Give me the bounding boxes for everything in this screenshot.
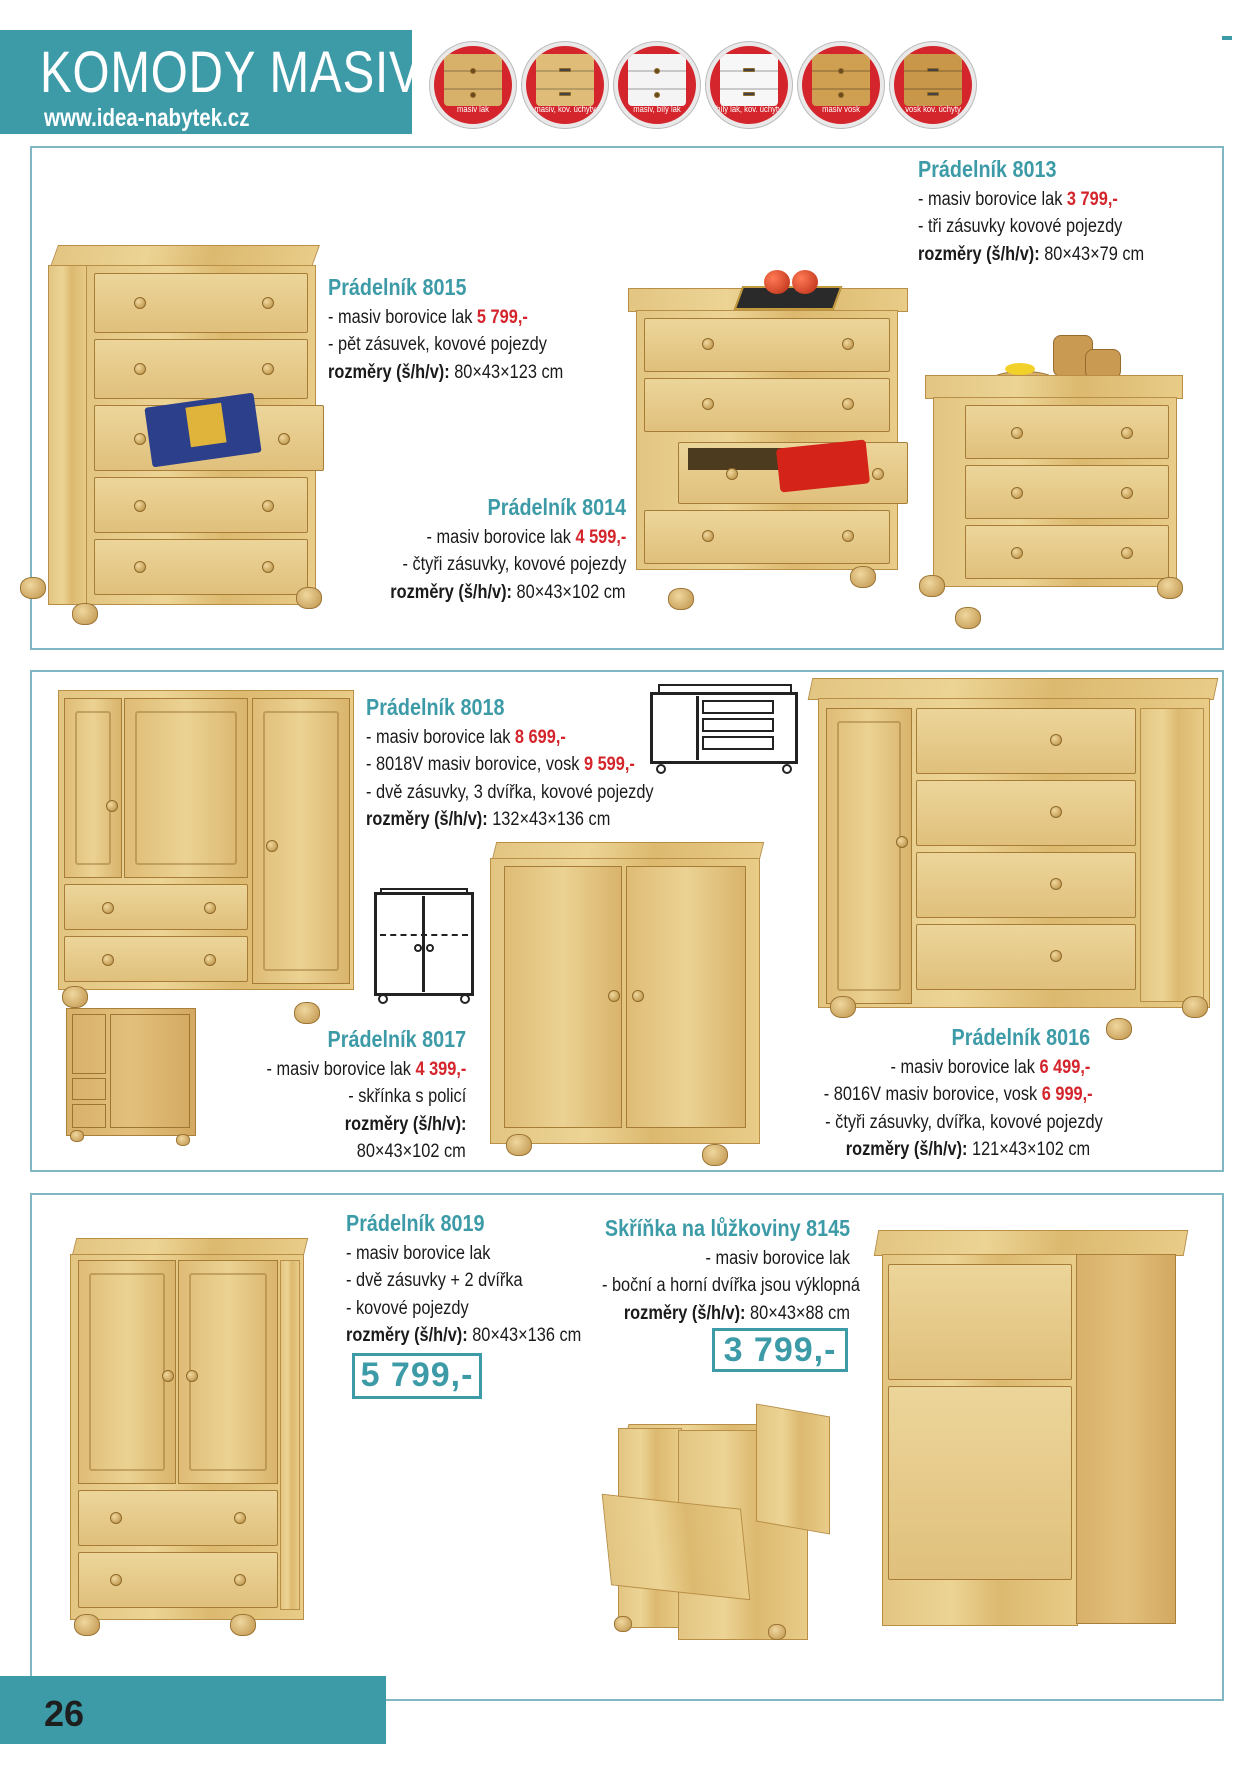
metal-handle-icon [559, 92, 571, 96]
finish-label: bílý lak, kov. úchyty [716, 104, 782, 114]
dims-label: rozměry (š/h/v): [623, 1302, 746, 1324]
product-price: 4 599,- [575, 526, 626, 548]
product-title: Prádelník 8014 [487, 494, 626, 520]
product-info-8016 [780, 1022, 1103, 1164]
product-image-8019 [70, 1238, 308, 1638]
dims-label: rozměry (š/h/v): [366, 809, 488, 830]
product-desc: - 8016V masiv borovice, vosk [823, 1084, 1038, 1105]
website-link[interactable]: www.idea-nabytek.cz [44, 104, 250, 132]
product-title: Prádelník 8013 [918, 156, 1057, 182]
finish-sample-icon [444, 54, 502, 106]
product-desc: - dvě zásuvky + 2 dvířka [346, 1270, 523, 1291]
product-image-8145 [876, 1230, 1194, 1634]
wood-knob-icon [654, 68, 660, 74]
product-info-8145 [560, 1213, 860, 1327]
finish-sample-icon [720, 54, 778, 106]
product-price-alt: 6 999,- [1041, 1084, 1093, 1105]
wood-knob-icon [838, 92, 844, 98]
product-dims: 80×43×88 cm [750, 1302, 850, 1324]
finish-sample-icon [812, 54, 870, 106]
product-price: 5 799,- [476, 306, 528, 328]
product-image-8017 [490, 842, 766, 1172]
finish-sample-icon [628, 54, 686, 106]
product-price: 6 499,- [1039, 1056, 1090, 1078]
metal-handle-icon [927, 92, 939, 96]
price-box-8019: 5 799,- [352, 1353, 482, 1399]
product-dims: 80×43×136 cm [472, 1325, 582, 1346]
product-image-8014 [628, 270, 918, 620]
dims-label: rozměry (š/h/v): [328, 361, 450, 383]
product-desc: - masiv borovice lak [426, 526, 571, 548]
finish-label: masiv, bílý lak [633, 104, 681, 114]
product-desc: - masiv borovice lak [705, 1247, 850, 1269]
wood-knob-icon [470, 68, 476, 74]
product-desc: - masiv borovice lak [366, 726, 511, 748]
line-drawing-8016 [650, 684, 800, 778]
product-image-8018 [54, 690, 358, 1024]
product-price: 3 799,- [1066, 188, 1118, 210]
product-dims: 80×43×123 cm [454, 361, 564, 383]
metal-handle-icon [743, 92, 755, 96]
product-desc: - masiv borovice lak [328, 306, 473, 328]
product-desc: - tři zásuvky kovové pojezdy [918, 216, 1123, 237]
finish-swatch [798, 42, 884, 128]
finish-label: masiv lak [457, 104, 489, 114]
line-drawing-8017 [374, 888, 476, 1006]
product-title: Prádelník 8016 [951, 1024, 1090, 1050]
product-dims: 80×43×102 cm [516, 581, 626, 603]
finish-swatch [614, 42, 700, 128]
finish-swatch [890, 42, 976, 128]
product-desc: - kovové pojezdy [346, 1297, 469, 1319]
product-image-8015 [48, 245, 328, 635]
finish-swatch [706, 42, 792, 128]
dims-label: rozměry (š/h/v): [344, 1113, 466, 1135]
product-desc: - čtyři zásuvky, dvířka, kovové pojezdy [825, 1111, 1103, 1133]
product-thumb-8017 [66, 1008, 200, 1148]
finish-swatch [430, 42, 516, 128]
corner-mark [1222, 36, 1232, 40]
finish-sample-icon [904, 54, 962, 106]
page-title: KOMODY MASIV [40, 40, 422, 105]
metal-handle-icon [743, 68, 755, 72]
product-price: 8 699,- [514, 726, 566, 748]
product-price: 4 399,- [415, 1058, 466, 1080]
wood-knob-icon [838, 68, 844, 74]
page-number: 26 [44, 1693, 85, 1734]
finish-label: vosk kov. úchyty [905, 104, 961, 114]
product-desc: - masiv borovice lak [890, 1056, 1035, 1078]
product-desc: - 8018V masiv borovice, vosk [366, 754, 580, 775]
product-desc: - masiv borovice lak [918, 188, 1063, 210]
product-info-8017 [226, 1024, 466, 1166]
product-desc: - dvě zásuvky, 3 dvířka, kovové pojezdy [366, 781, 654, 803]
product-desc: - pět zásuvek, kovové pojezdy [328, 334, 547, 355]
product-title: Prádelník 8017 [327, 1026, 466, 1052]
product-price-alt: 9 599,- [583, 754, 635, 775]
product-title: Prádelník 8015 [328, 274, 467, 300]
metal-handle-icon [559, 68, 571, 72]
product-desc: - masiv borovice lak [266, 1058, 411, 1080]
finish-label: masiv vosk [822, 104, 860, 114]
product-desc: - skřínka s policí [347, 1086, 466, 1107]
product-desc: - čtyři zásuvky, kovové pojezdy [401, 554, 626, 575]
finish-sample-icon [536, 54, 594, 106]
wood-knob-icon [470, 92, 476, 98]
finish-swatch [522, 42, 608, 128]
product-image-8145-open [606, 1410, 846, 1642]
product-dims: 80×43×102 cm [356, 1141, 466, 1162]
finish-label: masiv, kov. úchyty [534, 104, 596, 114]
price-box-8145: 3 799,- [712, 1328, 848, 1372]
product-info-8015 [328, 272, 602, 386]
wood-knob-icon [654, 92, 660, 98]
dims-label: rozměry (š/h/v): [346, 1325, 468, 1346]
product-title: Prádelník 8018 [366, 694, 505, 720]
product-dims: 80×43×79 cm [1044, 243, 1145, 265]
product-title: Prádelník 8019 [346, 1210, 485, 1236]
product-image-8016 [810, 678, 1216, 1044]
product-title: Skříňka na lůžkoviny 8145 [604, 1215, 850, 1241]
dims-label: rozměry (š/h/v): [918, 243, 1040, 265]
product-info-8013 [918, 154, 1181, 268]
dims-label: rozměry (š/h/v): [845, 1139, 968, 1160]
product-desc: - boční a horní dvířka jsou výklopná [601, 1275, 860, 1296]
metal-handle-icon [927, 68, 939, 72]
product-info-8014 [330, 492, 626, 606]
product-desc: - masiv borovice lak [346, 1242, 491, 1264]
product-image-8013 [925, 335, 1195, 635]
dims-label: rozměry (š/h/v): [390, 581, 513, 603]
product-dims: 121×43×102 cm [971, 1139, 1090, 1160]
product-dims: 132×43×136 cm [492, 809, 611, 830]
